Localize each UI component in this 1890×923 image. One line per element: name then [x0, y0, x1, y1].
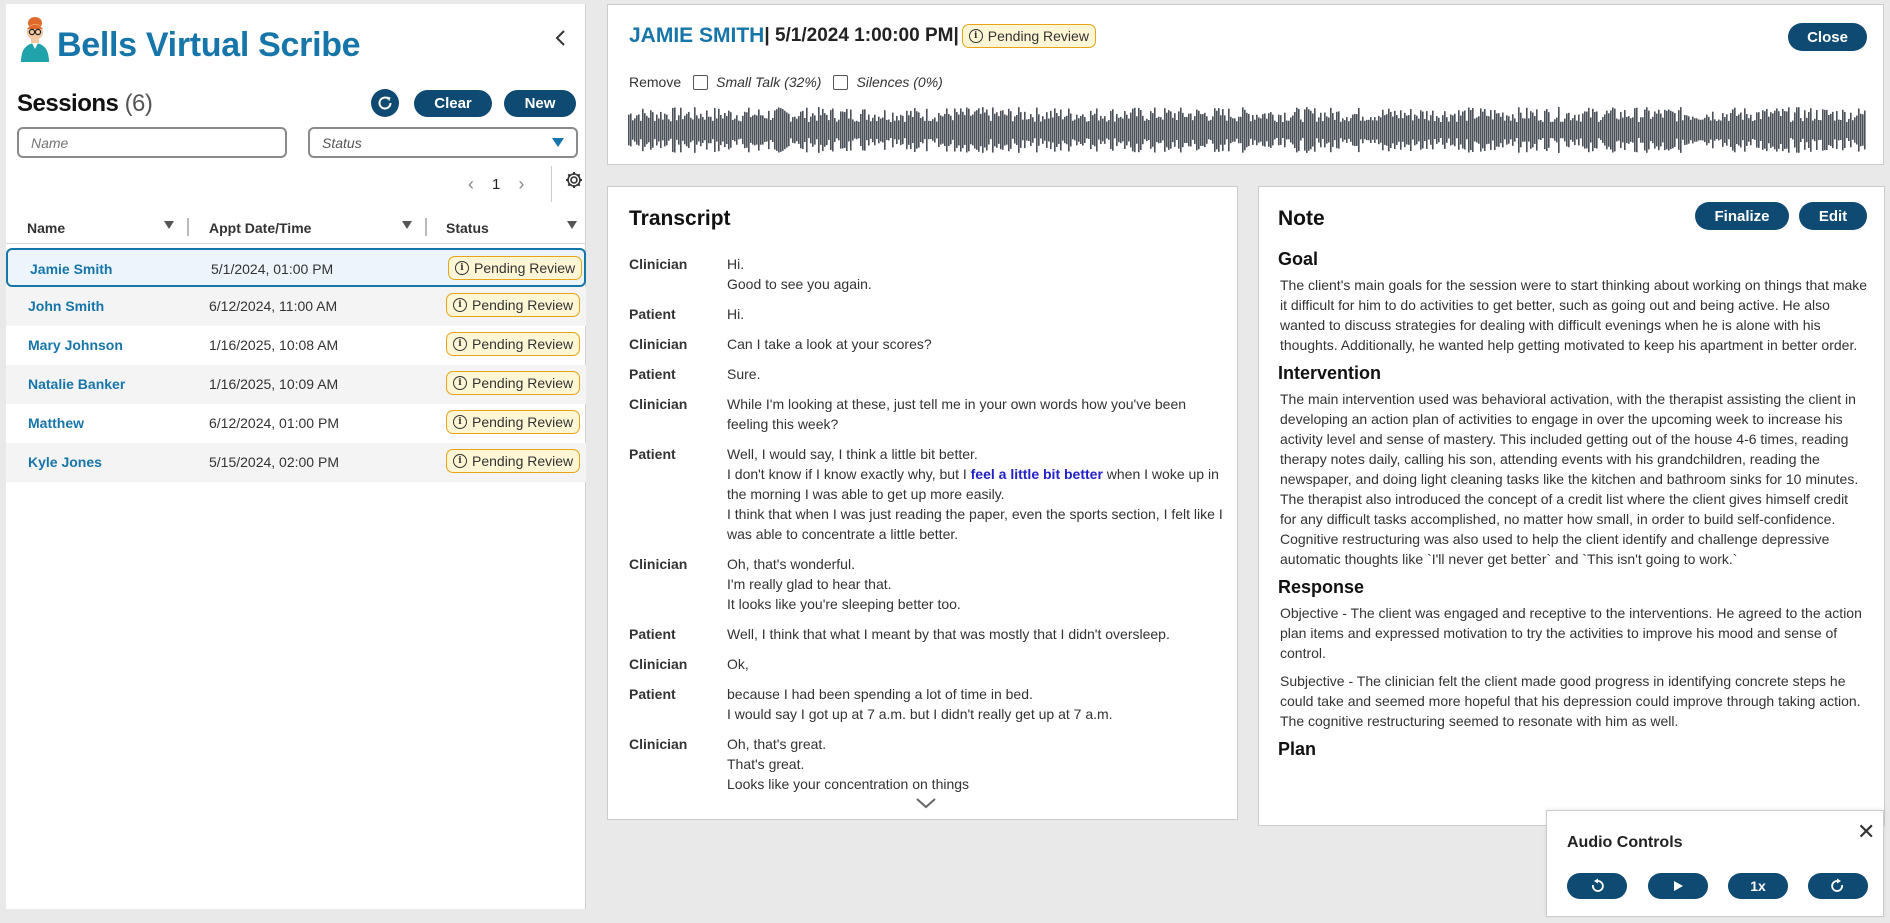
- row-patient-name[interactable]: John Smith: [28, 298, 105, 314]
- status-badge: [446, 293, 580, 317]
- column-divider[interactable]: [425, 218, 427, 236]
- play-button[interactable]: [1648, 873, 1708, 899]
- response-heading: Response: [1278, 577, 1365, 597]
- column-name[interactable]: [27, 220, 65, 236]
- speaker-label: Clinician: [629, 396, 688, 412]
- refresh-icon: [376, 94, 394, 112]
- info-icon: i: [453, 454, 467, 468]
- speaker-label: Clinician: [629, 556, 688, 572]
- info-icon: i: [453, 298, 467, 312]
- status-badge-label: Pending Review: [472, 297, 574, 313]
- new-session-button[interactable]: New: [504, 90, 576, 117]
- close-icon[interactable]: ✕: [1857, 819, 1876, 844]
- small-talk-label: Small Talk (32%): [716, 74, 822, 90]
- column-date-label: Appt Date/Time: [209, 220, 312, 236]
- silences-checkbox[interactable]: [833, 74, 942, 90]
- status-badge-label: Pending Review: [987, 28, 1089, 44]
- transcript-turn: [629, 624, 1229, 644]
- transcript-turn: [629, 334, 1229, 354]
- column-divider[interactable]: [187, 218, 189, 236]
- utterance: Can I take a look at your scores?: [727, 336, 932, 352]
- speaker-label: Patient: [629, 626, 676, 642]
- transcript-body[interactable]: [629, 254, 1229, 792]
- intervention-heading: Intervention: [1278, 363, 1382, 383]
- speaker-label: Patient: [629, 446, 676, 462]
- utterance: Hi.: [727, 256, 745, 272]
- row-patient-name[interactable]: Mary Johnson: [28, 337, 123, 353]
- sessions-heading: [17, 90, 152, 118]
- checkbox-box[interactable]: [833, 75, 848, 90]
- column-status-label: Status: [446, 220, 489, 236]
- session-datetime: | 5/1/2024 1:00:00 PM|: [764, 25, 959, 46]
- status-badge-label: Pending Review: [474, 260, 576, 276]
- dropdown-caret-icon: [552, 138, 564, 147]
- collapse-panel-button[interactable]: [548, 26, 572, 50]
- status-badge-label: Pending Review: [472, 414, 574, 430]
- sessions-count: (6): [124, 90, 153, 117]
- response-subjective-text: Subjective - The clinician felt the client made good progress in identifying concrete steps he could take and seemed more hopeful that his depression could improve through taking action. The cognitive restructuring seemed to resonate with him as well.: [1280, 673, 1861, 729]
- sessions-heading-label: Sessions: [17, 90, 119, 117]
- utterance: I think that when I was just reading the paper, even the sports section, I felt like I was able to concentrate a little better.: [727, 506, 1223, 542]
- info-icon: i: [453, 337, 467, 351]
- audio-controls-title: Audio Controls: [1567, 834, 1683, 851]
- info-icon: i: [453, 415, 467, 429]
- speaker-label: Clinician: [629, 256, 688, 272]
- status-badge-label: Pending Review: [472, 375, 574, 391]
- utterance: Looks like your concentration on things: [727, 776, 970, 792]
- response-objective-text: Objective - The client was engaged and receptive to the interventions. He agreed to the action plan items and expressed motivation to try the activities to improve his mood and sense of control.: [1280, 605, 1862, 661]
- intervention-text: The main intervention used was behavioral activation, with the therapist assisting the client in developing an action plan of activities to engage in over the upcoming week to increase his activity level and sense of mastery. This included getting out of the house 4-6 times, reading therapy notes daily, calling his son, attending events with his grandchildren, reading the newspaper, and doing light cleaning tasks like the kitchen and bathroom sinks for 10 minutes. The therapist also introduced the concept of a credit list where the client gives himself credit for any difficult tasks accomplished, no matter how small, in order to build self-confidence. Cognitive restructuring was also used to help the client identify and challenge depressive automatic thoughts like `I'll never get better` and `This isn't going to work.`: [1280, 391, 1859, 567]
- row-patient-name[interactable]: Matthew: [28, 415, 84, 431]
- utterance: Hi.: [727, 306, 745, 322]
- utterance: Good to see you again.: [727, 276, 872, 292]
- speaker-label: Patient: [629, 306, 676, 322]
- status-badge: [446, 449, 580, 473]
- chevron-left-icon: [554, 29, 566, 47]
- speaker-label: Patient: [629, 366, 676, 382]
- filter-name-icon[interactable]: [164, 221, 174, 229]
- column-name-label: Name: [27, 220, 66, 236]
- row-appt-date: 1/16/2025, 10:08 AM: [209, 337, 339, 353]
- transcript-panel: [607, 186, 1238, 820]
- utterance: Oh, that's great.: [727, 736, 827, 752]
- play-icon: [1672, 880, 1684, 892]
- utterance-part: I don't know if I know exactly why, but I: [727, 466, 971, 482]
- status-badge-label: Pending Review: [472, 336, 574, 352]
- table-row[interactable]: [6, 248, 586, 287]
- note-body[interactable]: [1278, 249, 1868, 765]
- utterance: [727, 464, 1229, 504]
- forward-button[interactable]: [1808, 873, 1868, 899]
- utterance: I'm really glad to hear that.: [727, 576, 892, 592]
- checkbox-box[interactable]: [693, 75, 708, 90]
- remove-label: Remove: [629, 74, 682, 90]
- chevron-down-icon[interactable]: [915, 796, 937, 810]
- row-patient-name[interactable]: Kyle Jones: [28, 454, 102, 470]
- sessions-panel: [6, 4, 586, 909]
- column-status[interactable]: [446, 220, 489, 236]
- sessions-table-body: [6, 248, 586, 482]
- utterance-part: when I woke up in the morning I was able to get up more easily.: [727, 466, 1219, 502]
- status-badge-label: Pending Review: [472, 453, 574, 469]
- status-filter-placeholder: Status: [322, 134, 362, 151]
- edit-button[interactable]: Edit: [1799, 202, 1867, 230]
- session-title: [629, 24, 1096, 48]
- utterance: That's great.: [727, 756, 805, 772]
- note-panel: [1258, 186, 1885, 826]
- transcript-turn: [629, 734, 1229, 794]
- info-icon: i: [453, 376, 467, 390]
- session-header-panel: [607, 4, 1884, 165]
- speaker-label: Clinician: [629, 736, 688, 752]
- utterance: Oh, that's wonderful.: [727, 556, 855, 572]
- status-badge: [962, 24, 1096, 48]
- row-patient-name[interactable]: Natalie Banker: [28, 376, 126, 392]
- close-button[interactable]: Close: [1788, 23, 1867, 51]
- transcript-turn: [629, 654, 1229, 674]
- info-icon: i: [969, 29, 983, 43]
- transcript-turn: [629, 254, 1229, 294]
- utterance: It looks like you're sleeping better too.: [727, 596, 961, 612]
- transcript-turn: [629, 684, 1229, 724]
- table-row[interactable]: [6, 326, 586, 365]
- prev-page-icon[interactable]: ‹: [468, 174, 474, 194]
- status-filter-select[interactable]: [308, 127, 578, 158]
- remove-options: [629, 74, 955, 90]
- row-appt-date: 6/12/2024, 11:00 AM: [209, 298, 338, 314]
- row-appt-date: 1/16/2025, 10:09 AM: [209, 376, 339, 392]
- goal-heading: Goal: [1278, 249, 1319, 269]
- speaker-label: Clinician: [629, 656, 688, 672]
- transcript-turn: [629, 444, 1229, 544]
- name-filter-input[interactable]: [17, 127, 287, 158]
- table-row[interactable]: [6, 443, 586, 482]
- utterance: Ok,: [727, 656, 749, 672]
- audio-waveform[interactable]: [628, 106, 1866, 154]
- row-appt-date: 5/15/2024, 02:00 PM: [209, 454, 339, 470]
- finalize-button[interactable]: Finalize: [1695, 202, 1789, 230]
- playback-speed-button[interactable]: 1x: [1728, 873, 1788, 899]
- utterance: because I had been spending a lot of time in bed.: [727, 686, 1033, 702]
- row-appt-date: 6/12/2024, 01:00 PM: [209, 415, 339, 431]
- status-badge: [448, 256, 582, 280]
- gear-icon[interactable]: [564, 170, 584, 190]
- highlighted-phrase[interactable]: feel a little bit better: [970, 466, 1103, 482]
- next-page-icon[interactable]: ›: [518, 174, 525, 194]
- sessions-table-header: [6, 214, 586, 244]
- rewind-button[interactable]: [1567, 873, 1627, 899]
- speaker-label: Patient: [629, 686, 676, 702]
- status-badge: [446, 332, 580, 356]
- utterance: Sure.: [727, 366, 761, 382]
- pagination: [468, 174, 524, 195]
- scribe-avatar-logo: [17, 14, 53, 64]
- utterance: While I'm looking at these, just tell me in your own words how you've been feeling this week?: [727, 396, 1187, 432]
- rewind-icon: [1589, 878, 1605, 894]
- table-row[interactable]: [6, 404, 586, 443]
- info-icon: i: [455, 261, 469, 275]
- goal-text: The client's main goals for the session were to start thinking about working on things that make it difficult for him to do activities to get better, such as going out and being active. He also wanted to discuss strategies for dealing with difficult evenings when he is alone with his thoughts. Additionally, he wanted help getting motivated to keep his apartment in better order.: [1280, 277, 1868, 353]
- utterance: Well, I think that what I meant by that was mostly that I didn't oversleep.: [727, 626, 1170, 642]
- transcript-turn: [629, 394, 1229, 434]
- audio-controls-panel: [1546, 810, 1884, 917]
- patient-name: JAMIE SMITH: [629, 24, 765, 47]
- note-title: Note: [1278, 207, 1325, 230]
- transcript-title: Transcript: [629, 207, 731, 230]
- column-date[interactable]: [209, 220, 311, 236]
- filter-status-icon[interactable]: [567, 221, 577, 229]
- pager-divider: [551, 166, 552, 202]
- status-badge: [446, 371, 580, 395]
- status-badge: [446, 410, 580, 434]
- clear-button[interactable]: Clear: [414, 90, 492, 117]
- plan-heading: Plan: [1278, 739, 1317, 759]
- table-row[interactable]: [6, 365, 586, 404]
- forward-icon: [1830, 878, 1846, 894]
- silences-label: Silences (0%): [856, 74, 943, 90]
- transcript-turn: [629, 554, 1229, 614]
- transcript-turn: [629, 364, 1229, 384]
- transcript-turn: [629, 304, 1229, 324]
- utterance: Well, I would say, I think a little bit better.: [727, 446, 978, 462]
- filter-date-icon[interactable]: [402, 221, 412, 229]
- row-appt-date: 5/1/2024, 01:00 PM: [211, 261, 334, 277]
- app-title: Bells Virtual Scribe: [57, 26, 361, 64]
- utterance: I would say I got up at 7 a.m. but I didn't really get up at 7 a.m.: [727, 706, 1113, 722]
- current-page: 1: [492, 176, 501, 193]
- refresh-button[interactable]: [371, 89, 399, 117]
- small-talk-checkbox[interactable]: [693, 74, 821, 90]
- table-row[interactable]: [6, 287, 586, 326]
- row-patient-name[interactable]: Jamie Smith: [30, 261, 113, 277]
- speaker-label: Clinician: [629, 336, 688, 352]
